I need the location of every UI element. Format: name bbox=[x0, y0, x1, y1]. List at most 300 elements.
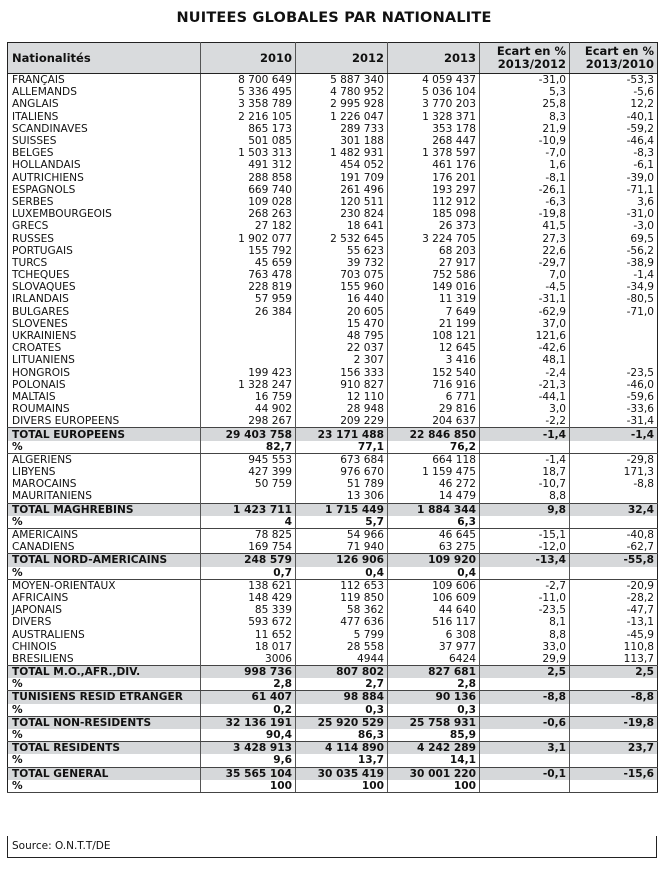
cell-ecart-2013-2012: -29,7 bbox=[480, 257, 570, 269]
cell-2010: 26 384 bbox=[201, 306, 296, 318]
cell-nationalite: IRLANDAIS bbox=[12, 293, 69, 306]
cell-2013: 6,3 bbox=[388, 516, 480, 529]
cell-2012: 156 333 bbox=[296, 367, 388, 379]
cell-2012: 289 733 bbox=[296, 123, 388, 135]
cell-ecart-2013-2010: -59,6 bbox=[570, 391, 658, 403]
cell-2013: 6 771 bbox=[388, 391, 480, 403]
cell-ecart-2013-2010 bbox=[570, 729, 658, 742]
cell-ecart-2013-2012: 29,9 bbox=[480, 653, 570, 666]
cell-2010: 61 407 bbox=[201, 691, 296, 704]
cell-ecart-2013-2010 bbox=[570, 441, 658, 454]
cell-ecart-2013-2010: -8,8 bbox=[570, 691, 658, 704]
cell-2010: 5 336 495 bbox=[201, 86, 296, 98]
cell-2010: 248 579 bbox=[201, 554, 296, 567]
cell-nationalite: SERBES bbox=[12, 195, 54, 208]
cell-ecart-2013-2012 bbox=[480, 516, 570, 529]
cell-2012: 77,1 bbox=[296, 441, 388, 454]
header-2010: 2010 bbox=[201, 43, 296, 74]
cell-2013: 46 272 bbox=[388, 478, 480, 490]
cell-ecart-2013-2010 bbox=[570, 342, 658, 354]
cell-ecart-2013-2012: 27,3 bbox=[480, 232, 570, 244]
cell-ecart-2013-2010: -8,3 bbox=[570, 147, 658, 159]
cell-ecart-2013-2010: -13,1 bbox=[570, 616, 658, 628]
cell-2012: 807 802 bbox=[296, 666, 388, 679]
cell-nationalite: % bbox=[8, 441, 201, 454]
cell-ecart-2013-2012 bbox=[480, 754, 570, 767]
cell-ecart-2013-2010: -38,9 bbox=[570, 257, 658, 269]
cell-2010: 82,7 bbox=[201, 441, 296, 454]
table-row bbox=[8, 111, 658, 123]
cell-ecart-2013-2012: -13,4 bbox=[480, 554, 570, 567]
cell-2012: 2 307 bbox=[296, 354, 388, 366]
cell-2012: 703 075 bbox=[296, 269, 388, 281]
cell-nationalite: CHINOIS bbox=[12, 640, 57, 653]
cell-2013: 0,4 bbox=[388, 567, 480, 580]
table-row bbox=[8, 403, 658, 415]
table-row bbox=[8, 391, 658, 403]
cell-ecart-2013-2012: 41,5 bbox=[480, 220, 570, 232]
total-row bbox=[8, 716, 658, 729]
cell-nationalite: SCANDINAVES bbox=[12, 122, 88, 135]
table-row bbox=[8, 604, 658, 616]
total-row bbox=[8, 767, 658, 780]
cell-2012: 13 306 bbox=[296, 490, 388, 503]
cell-2010 bbox=[201, 330, 296, 342]
cell-ecart-2013-2010: -55,8 bbox=[570, 554, 658, 567]
cell-ecart-2013-2012: -0,1 bbox=[480, 767, 570, 780]
cell-2012: 2,7 bbox=[296, 678, 388, 691]
cell-ecart-2013-2012 bbox=[480, 678, 570, 691]
table-row bbox=[8, 490, 658, 503]
cell-2013: 268 447 bbox=[388, 135, 480, 147]
cell-nationalite: LITUANIENS bbox=[12, 354, 75, 367]
cell-ecart-2013-2010 bbox=[570, 354, 658, 366]
header-row bbox=[8, 43, 658, 74]
cell-2012: 301 188 bbox=[296, 135, 388, 147]
cell-ecart-2013-2012: -44,1 bbox=[480, 391, 570, 403]
table-row bbox=[8, 367, 658, 379]
cell-ecart-2013-2010: -53,3 bbox=[570, 74, 658, 87]
cell-ecart-2013-2010: -56,2 bbox=[570, 245, 658, 257]
cell-ecart-2013-2010: -46,4 bbox=[570, 135, 658, 147]
table-row bbox=[8, 342, 658, 354]
cell-2012: 976 670 bbox=[296, 466, 388, 478]
table-row bbox=[8, 330, 658, 342]
cell-nationalite: DIVERS EUROPEENS bbox=[12, 415, 120, 428]
cell-2013: 6 308 bbox=[388, 628, 480, 640]
cell-nationalite: SUISSES bbox=[12, 135, 57, 148]
cell-2010: 945 553 bbox=[201, 453, 296, 466]
cell-nationalite: ESPAGNOLS bbox=[12, 183, 76, 196]
cell-nationalite: SLOVENES bbox=[12, 317, 68, 330]
cell-ecart-2013-2010: -3,0 bbox=[570, 220, 658, 232]
cell-2012: 2 995 928 bbox=[296, 98, 388, 110]
cell-nationalite: ROUMAINS bbox=[12, 403, 70, 416]
cell-nationalite: SLOVAQUES bbox=[12, 281, 76, 294]
cell-2013: 37 977 bbox=[388, 641, 480, 653]
cell-nationalite: AMERICAINS bbox=[12, 529, 78, 542]
cell-ecart-2013-2010: -31,0 bbox=[570, 208, 658, 220]
cell-2010: 1 503 313 bbox=[201, 147, 296, 159]
cell-nationalite: RUSSES bbox=[12, 232, 54, 245]
cell-2012: 261 496 bbox=[296, 184, 388, 196]
cell-ecart-2013-2012: -42,6 bbox=[480, 342, 570, 354]
cell-2012: 673 684 bbox=[296, 453, 388, 466]
cell-nationalite: UKRAINIENS bbox=[12, 330, 77, 343]
cell-2013: 12 645 bbox=[388, 342, 480, 354]
percent-row bbox=[8, 567, 658, 580]
cell-2012: 28 948 bbox=[296, 403, 388, 415]
cell-2012: 15 470 bbox=[296, 318, 388, 330]
cell-2012: 28 558 bbox=[296, 641, 388, 653]
total-row bbox=[8, 428, 658, 441]
cell-2013: 3 416 bbox=[388, 354, 480, 366]
cell-2013: 716 916 bbox=[388, 379, 480, 391]
table-row bbox=[8, 579, 658, 592]
table-row bbox=[8, 293, 658, 305]
percent-row bbox=[8, 516, 658, 529]
cell-2013: 204 637 bbox=[388, 415, 480, 428]
table-header bbox=[8, 43, 658, 74]
cell-2013: 46 645 bbox=[388, 528, 480, 541]
cell-ecart-2013-2012: 5,3 bbox=[480, 86, 570, 98]
cell-2012: 23 171 488 bbox=[296, 428, 388, 441]
cell-ecart-2013-2010: -29,8 bbox=[570, 453, 658, 466]
cell-ecart-2013-2010: -40,1 bbox=[570, 111, 658, 123]
cell-nationalite: LIBYENS bbox=[12, 466, 56, 479]
cell-ecart-2013-2010: -47,7 bbox=[570, 604, 658, 616]
cell-2013: 1 378 597 bbox=[388, 147, 480, 159]
total-row bbox=[8, 691, 658, 704]
table-row bbox=[8, 232, 658, 244]
cell-2013: 353 178 bbox=[388, 123, 480, 135]
cell-2013: 152 540 bbox=[388, 367, 480, 379]
cell-2012: 209 229 bbox=[296, 415, 388, 428]
cell-ecart-2013-2012: -2,2 bbox=[480, 415, 570, 428]
cell-2010: 288 858 bbox=[201, 172, 296, 184]
cell-ecart-2013-2012: 37,0 bbox=[480, 318, 570, 330]
cell-2012: 48 795 bbox=[296, 330, 388, 342]
cell-2013: 1 884 344 bbox=[388, 503, 480, 516]
table-row bbox=[8, 172, 658, 184]
cell-ecart-2013-2010 bbox=[570, 704, 658, 717]
cell-ecart-2013-2012: -7,0 bbox=[480, 147, 570, 159]
cell-ecart-2013-2012: -62,9 bbox=[480, 306, 570, 318]
cell-2010: 155 792 bbox=[201, 245, 296, 257]
cell-ecart-2013-2010: 12,2 bbox=[570, 98, 658, 110]
table-row bbox=[8, 466, 658, 478]
cell-ecart-2013-2010: -40,8 bbox=[570, 528, 658, 541]
cell-2012: 1 226 047 bbox=[296, 111, 388, 123]
cell-2012: 910 827 bbox=[296, 379, 388, 391]
cell-2010: 18 017 bbox=[201, 641, 296, 653]
cell-nationalite: FRANÇAIS bbox=[12, 74, 65, 87]
cell-nationalite: ITALIENS bbox=[12, 110, 59, 123]
cell-2010: 1 902 077 bbox=[201, 232, 296, 244]
cell-ecart-2013-2012 bbox=[480, 729, 570, 742]
cell-ecart-2013-2010 bbox=[570, 516, 658, 529]
cell-2012: 16 440 bbox=[296, 293, 388, 305]
header-2012: 2012 bbox=[296, 43, 388, 74]
cell-2013: 5 036 104 bbox=[388, 86, 480, 98]
cell-nationalite: HOLLANDAIS bbox=[12, 159, 81, 172]
table-row bbox=[8, 306, 658, 318]
table-row bbox=[8, 196, 658, 208]
total-row bbox=[8, 666, 658, 679]
cell-2013: 2,8 bbox=[388, 678, 480, 691]
cell-nationalite: ALLEMANDS bbox=[12, 86, 77, 99]
cell-2010: 45 659 bbox=[201, 257, 296, 269]
cell-ecart-2013-2012: -11,0 bbox=[480, 592, 570, 604]
page-title: NUITEES GLOBALES PAR NATIONALITE bbox=[176, 10, 492, 26]
cell-2012: 155 960 bbox=[296, 281, 388, 293]
cell-2012: 5 887 340 bbox=[296, 74, 388, 87]
cell-2012: 98 884 bbox=[296, 691, 388, 704]
cell-ecart-2013-2010: -80,5 bbox=[570, 293, 658, 305]
cell-ecart-2013-2010 bbox=[570, 490, 658, 503]
cell-2012: 12 110 bbox=[296, 391, 388, 403]
cell-ecart-2013-2012: -23,5 bbox=[480, 604, 570, 616]
cell-2010: 78 825 bbox=[201, 528, 296, 541]
cell-2010: 593 672 bbox=[201, 616, 296, 628]
cell-2013: 27 917 bbox=[388, 257, 480, 269]
percent-row bbox=[8, 678, 658, 691]
table-row bbox=[8, 86, 658, 98]
cell-2010: 763 478 bbox=[201, 269, 296, 281]
cell-2012: 39 732 bbox=[296, 257, 388, 269]
cell-2013: 25 758 931 bbox=[388, 716, 480, 729]
table-body bbox=[8, 74, 658, 793]
cell-2012: 126 906 bbox=[296, 554, 388, 567]
cell-nationalite: TURCS bbox=[12, 256, 48, 269]
cell-nationalite: JAPONAIS bbox=[12, 604, 62, 617]
cell-ecart-2013-2010: -39,0 bbox=[570, 172, 658, 184]
cell-2013: 29 816 bbox=[388, 403, 480, 415]
total-row bbox=[8, 503, 658, 516]
cell-nationalite: POLONAIS bbox=[12, 378, 66, 391]
cell-2010: 90,4 bbox=[201, 729, 296, 742]
cell-2010: 3006 bbox=[201, 653, 296, 666]
cell-ecart-2013-2010: 23,7 bbox=[570, 742, 658, 755]
cell-2013: 90 136 bbox=[388, 691, 480, 704]
cell-2013: 112 912 bbox=[388, 196, 480, 208]
cell-2013: 4 242 289 bbox=[388, 742, 480, 755]
cell-nationalite: TOTAL MAGHREBINS bbox=[8, 503, 201, 516]
cell-2010: 109 028 bbox=[201, 196, 296, 208]
cell-2013: 7 649 bbox=[388, 306, 480, 318]
table-row bbox=[8, 147, 658, 159]
cell-ecart-2013-2012: -31,1 bbox=[480, 293, 570, 305]
cell-nationalite: MAROCAINS bbox=[12, 478, 77, 491]
cell-ecart-2013-2010: -8,8 bbox=[570, 478, 658, 490]
cell-ecart-2013-2010: 171,3 bbox=[570, 466, 658, 478]
cell-ecart-2013-2010: -71,0 bbox=[570, 306, 658, 318]
cell-2010: 11 652 bbox=[201, 628, 296, 640]
cell-2013: 827 681 bbox=[388, 666, 480, 679]
cell-2012: 477 636 bbox=[296, 616, 388, 628]
cell-ecart-2013-2012: -6,3 bbox=[480, 196, 570, 208]
table-row bbox=[8, 616, 658, 628]
cell-2010: 268 263 bbox=[201, 208, 296, 220]
cell-nationalite: % bbox=[8, 567, 201, 580]
cell-nationalite: ANGLAIS bbox=[12, 98, 59, 111]
cell-ecart-2013-2010 bbox=[570, 330, 658, 342]
table-row bbox=[8, 184, 658, 196]
percent-row bbox=[8, 704, 658, 717]
cell-2010: 3 358 789 bbox=[201, 98, 296, 110]
cell-nationalite: MALTAIS bbox=[12, 390, 56, 403]
cell-ecart-2013-2012: 8,8 bbox=[480, 628, 570, 640]
cell-2010: 0,7 bbox=[201, 567, 296, 580]
cell-2010: 3 428 913 bbox=[201, 742, 296, 755]
cell-nationalite: PORTUGAIS bbox=[12, 244, 73, 257]
cell-nationalite: TOTAL EUROPEENS bbox=[8, 428, 201, 441]
cell-2012: 4 780 952 bbox=[296, 86, 388, 98]
cell-2010: 9,6 bbox=[201, 754, 296, 767]
cell-nationalite: TOTAL NORD-AMERICAINS bbox=[8, 554, 201, 567]
cell-2013: 1 328 371 bbox=[388, 111, 480, 123]
header-ecart-2013-2010: Ecart en % 2013/2010 bbox=[570, 43, 658, 74]
table-row bbox=[8, 592, 658, 604]
cell-ecart-2013-2010 bbox=[570, 780, 658, 793]
cell-2012: 1 482 931 bbox=[296, 147, 388, 159]
cell-ecart-2013-2010: 3,6 bbox=[570, 196, 658, 208]
cell-2013: 63 275 bbox=[388, 541, 480, 554]
cell-2012: 71 940 bbox=[296, 541, 388, 554]
cell-2013: 30 001 220 bbox=[388, 767, 480, 780]
cell-2012: 4944 bbox=[296, 653, 388, 666]
cell-nationalite: % bbox=[8, 516, 201, 529]
cell-2013: 461 176 bbox=[388, 159, 480, 171]
cell-2013: 752 586 bbox=[388, 269, 480, 281]
cell-nationalite: AUSTRALIENS bbox=[12, 628, 85, 641]
source-note: Source: O.N.T.T/DE bbox=[7, 836, 657, 858]
cell-nationalite: MAURITANIENS bbox=[12, 490, 92, 503]
cell-2012: 0,4 bbox=[296, 567, 388, 580]
cell-2013: 0,3 bbox=[388, 704, 480, 717]
cell-ecart-2013-2012: -10,7 bbox=[480, 478, 570, 490]
cell-2012: 112 653 bbox=[296, 579, 388, 592]
cell-ecart-2013-2010: -33,6 bbox=[570, 403, 658, 415]
cell-2013: 21 199 bbox=[388, 318, 480, 330]
cell-2013: 109 606 bbox=[388, 579, 480, 592]
cell-nationalite: TOTAL M.O.,AFR.,DIV. bbox=[8, 666, 201, 679]
table-row bbox=[8, 453, 658, 466]
cell-2013: 3 224 705 bbox=[388, 232, 480, 244]
cell-2010: 169 754 bbox=[201, 541, 296, 554]
cell-2013: 100 bbox=[388, 780, 480, 793]
cell-2013: 108 121 bbox=[388, 330, 480, 342]
cell-nationalite: CANADIENS bbox=[12, 541, 75, 554]
cell-ecart-2013-2010: -20,9 bbox=[570, 579, 658, 592]
cell-2010: 1 423 711 bbox=[201, 503, 296, 516]
cell-2012: 2 532 645 bbox=[296, 232, 388, 244]
cell-2013: 85,9 bbox=[388, 729, 480, 742]
cell-ecart-2013-2012: 121,6 bbox=[480, 330, 570, 342]
cell-2010 bbox=[201, 342, 296, 354]
cell-2012: 22 037 bbox=[296, 342, 388, 354]
percent-row bbox=[8, 729, 658, 742]
table-row bbox=[8, 541, 658, 554]
cell-nationalite: LUXEMBOURGEOIS bbox=[12, 208, 112, 221]
cell-2013: 44 640 bbox=[388, 604, 480, 616]
cell-ecart-2013-2010: -34,9 bbox=[570, 281, 658, 293]
cell-2013: 14,1 bbox=[388, 754, 480, 767]
cell-2013: 4 059 437 bbox=[388, 74, 480, 87]
cell-ecart-2013-2012: -15,1 bbox=[480, 528, 570, 541]
cell-ecart-2013-2010: 113,7 bbox=[570, 653, 658, 666]
cell-ecart-2013-2012: 1,6 bbox=[480, 159, 570, 171]
cell-ecart-2013-2010: -46,0 bbox=[570, 379, 658, 391]
cell-nationalite: MOYEN-ORIENTAUX bbox=[12, 579, 116, 592]
cell-2010: 199 423 bbox=[201, 367, 296, 379]
table-row bbox=[8, 281, 658, 293]
cell-nationalite: ALGERIENS bbox=[12, 453, 72, 466]
cell-ecart-2013-2012: 22,6 bbox=[480, 245, 570, 257]
cell-2013: 68 203 bbox=[388, 245, 480, 257]
cell-2010: 669 740 bbox=[201, 184, 296, 196]
cell-2010: 27 182 bbox=[201, 220, 296, 232]
cell-2010: 2,8 bbox=[201, 678, 296, 691]
table-row bbox=[8, 528, 658, 541]
cell-2010: 100 bbox=[201, 780, 296, 793]
cell-ecart-2013-2010: 2,5 bbox=[570, 666, 658, 679]
cell-ecart-2013-2012: -2,4 bbox=[480, 367, 570, 379]
cell-nationalite: TOTAL RESIDENTS bbox=[8, 742, 201, 755]
cell-nationalite: BELGES bbox=[12, 147, 54, 160]
cell-2010: 50 759 bbox=[201, 478, 296, 490]
cell-2012: 18 641 bbox=[296, 220, 388, 232]
table-row bbox=[8, 245, 658, 257]
cell-nationalite: GRECS bbox=[12, 220, 49, 233]
cell-2012: 30 035 419 bbox=[296, 767, 388, 780]
cell-ecart-2013-2010: -59,2 bbox=[570, 123, 658, 135]
header-2013: 2013 bbox=[388, 43, 480, 74]
cell-ecart-2013-2012: -4,5 bbox=[480, 281, 570, 293]
cell-2013: 11 319 bbox=[388, 293, 480, 305]
cell-2010 bbox=[201, 318, 296, 330]
cell-2013: 22 846 850 bbox=[388, 428, 480, 441]
cell-ecart-2013-2012: 8,3 bbox=[480, 111, 570, 123]
cell-nationalite: TOTAL GENERAL bbox=[8, 767, 201, 780]
cell-ecart-2013-2012: -12,0 bbox=[480, 541, 570, 554]
cell-ecart-2013-2010: -71,1 bbox=[570, 184, 658, 196]
cell-ecart-2013-2010 bbox=[570, 754, 658, 767]
cell-ecart-2013-2012: 8,1 bbox=[480, 616, 570, 628]
table-row bbox=[8, 269, 658, 281]
cell-2013: 1 159 475 bbox=[388, 466, 480, 478]
table-row bbox=[8, 628, 658, 640]
cell-nationalite: % bbox=[8, 704, 201, 717]
total-row bbox=[8, 742, 658, 755]
cell-2010: 501 085 bbox=[201, 135, 296, 147]
cell-ecart-2013-2012: -2,7 bbox=[480, 579, 570, 592]
cell-ecart-2013-2012: -8,1 bbox=[480, 172, 570, 184]
table-row bbox=[8, 135, 658, 147]
cell-ecart-2013-2012: 3,1 bbox=[480, 742, 570, 755]
cell-nationalite: % bbox=[8, 780, 201, 793]
cell-2012: 191 709 bbox=[296, 172, 388, 184]
cell-2013: 176 201 bbox=[388, 172, 480, 184]
cell-2012: 100 bbox=[296, 780, 388, 793]
table-row bbox=[8, 653, 658, 666]
percent-row bbox=[8, 754, 658, 767]
cell-2010: 35 565 104 bbox=[201, 767, 296, 780]
cell-ecart-2013-2010: -31,4 bbox=[570, 415, 658, 428]
cell-2013: 664 118 bbox=[388, 453, 480, 466]
cell-2013: 516 117 bbox=[388, 616, 480, 628]
cell-2012: 0,3 bbox=[296, 704, 388, 717]
